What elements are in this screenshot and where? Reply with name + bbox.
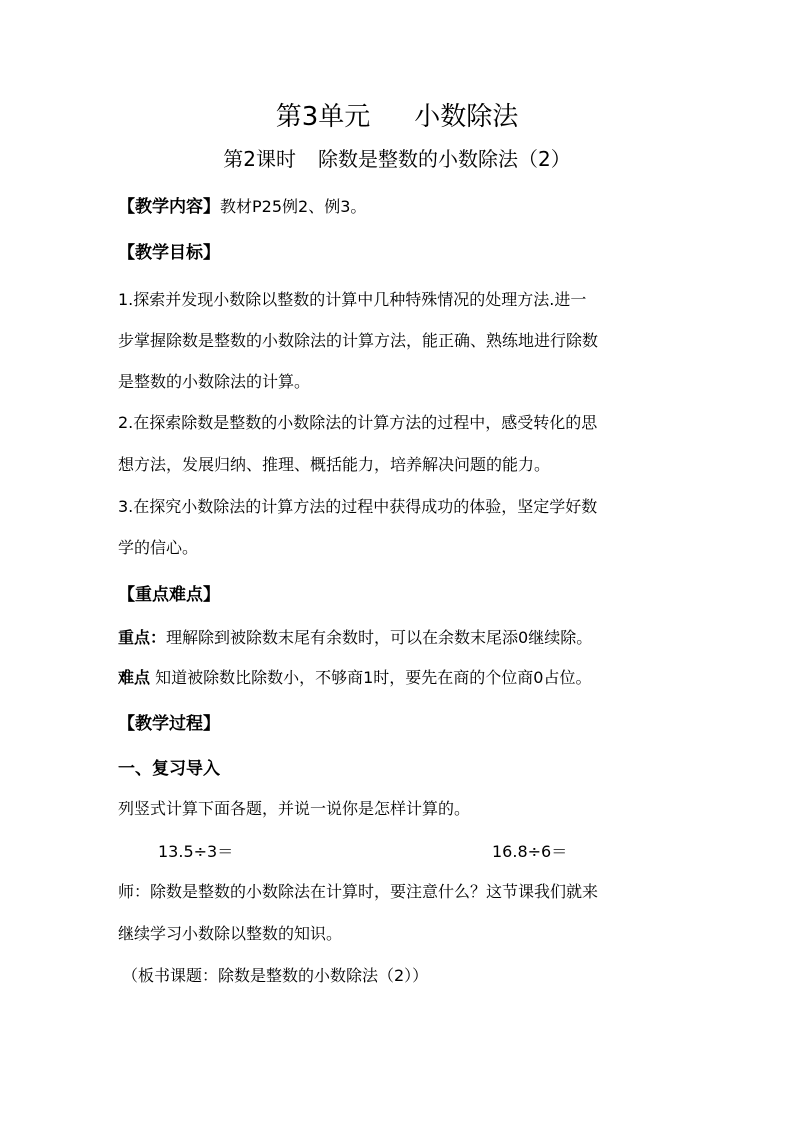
lesson-name: 除数是整数的小数除法（2） — [318, 147, 571, 171]
teaching-content-text: 教材P25例2、例3。 — [220, 197, 367, 216]
objective-line: 步掌握除数是整数的小数除法的计算方法，能正确、熟练地进行除数 — [118, 331, 599, 350]
unit-number: 第3单元 — [275, 102, 371, 132]
teacher-line: 师：除数是整数的小数除法在计算时，要注意什么？这节课我们就来 — [118, 882, 599, 901]
objective-line: 想方法，发展归纳、推理、概括能力，培养解决问题的能力。 — [118, 455, 551, 474]
objective-line: 2.在探索除数是整数的小数除法的计算方法的过程中，感受转化的思 — [118, 413, 598, 432]
objectives-heading: 【教学目标】 — [118, 243, 220, 263]
objective-line: 学的信心。 — [118, 538, 199, 557]
teaching-content-label: 【教学内容】 — [118, 197, 220, 217]
teaching-content — [118, 197, 366, 217]
objective-line: 1.探索并发现小数除以整数的计算中几种特殊情况的处理方法.进一 — [118, 290, 587, 309]
difficulty-text: 知道被除数比除数小，不够商1时，要先在商的个位商0占位。 — [155, 668, 592, 687]
difficulty-point — [118, 668, 591, 688]
key-point-text: 理解除到被除数末尾有余数时，可以在余数末尾添0继续除。 — [166, 628, 593, 647]
lesson-number: 第2课时 — [223, 147, 296, 171]
difficulty-label: 难点 — [118, 668, 151, 687]
key-point — [118, 628, 592, 648]
equation-2: 16.8÷6＝ — [492, 842, 568, 861]
key-point-label: 重点： — [118, 628, 167, 647]
teacher-line: 继续学习小数除以整数的知识。 — [118, 924, 343, 943]
objective-line: 是整数的小数除法的计算。 — [118, 372, 311, 391]
key-points-heading: 【重点难点】 — [118, 585, 220, 605]
section-review-heading: 一、复习导入 — [118, 759, 220, 779]
equation-1: 13.5÷3＝ — [158, 842, 234, 861]
board-note: （板书课题：除数是整数的小数除法（2）） — [122, 966, 429, 985]
unit-name: 小数除法 — [414, 102, 519, 132]
objective-line: 3.在探究小数除法的计算方法的过程中获得成功的体验，坚定学好数 — [118, 497, 598, 516]
review-instruction: 列竖式计算下面各题，并说一说你是怎样计算的。 — [118, 799, 471, 818]
unit-title — [0, 100, 794, 134]
lesson-title — [0, 145, 794, 173]
process-heading: 【教学过程】 — [118, 714, 220, 734]
